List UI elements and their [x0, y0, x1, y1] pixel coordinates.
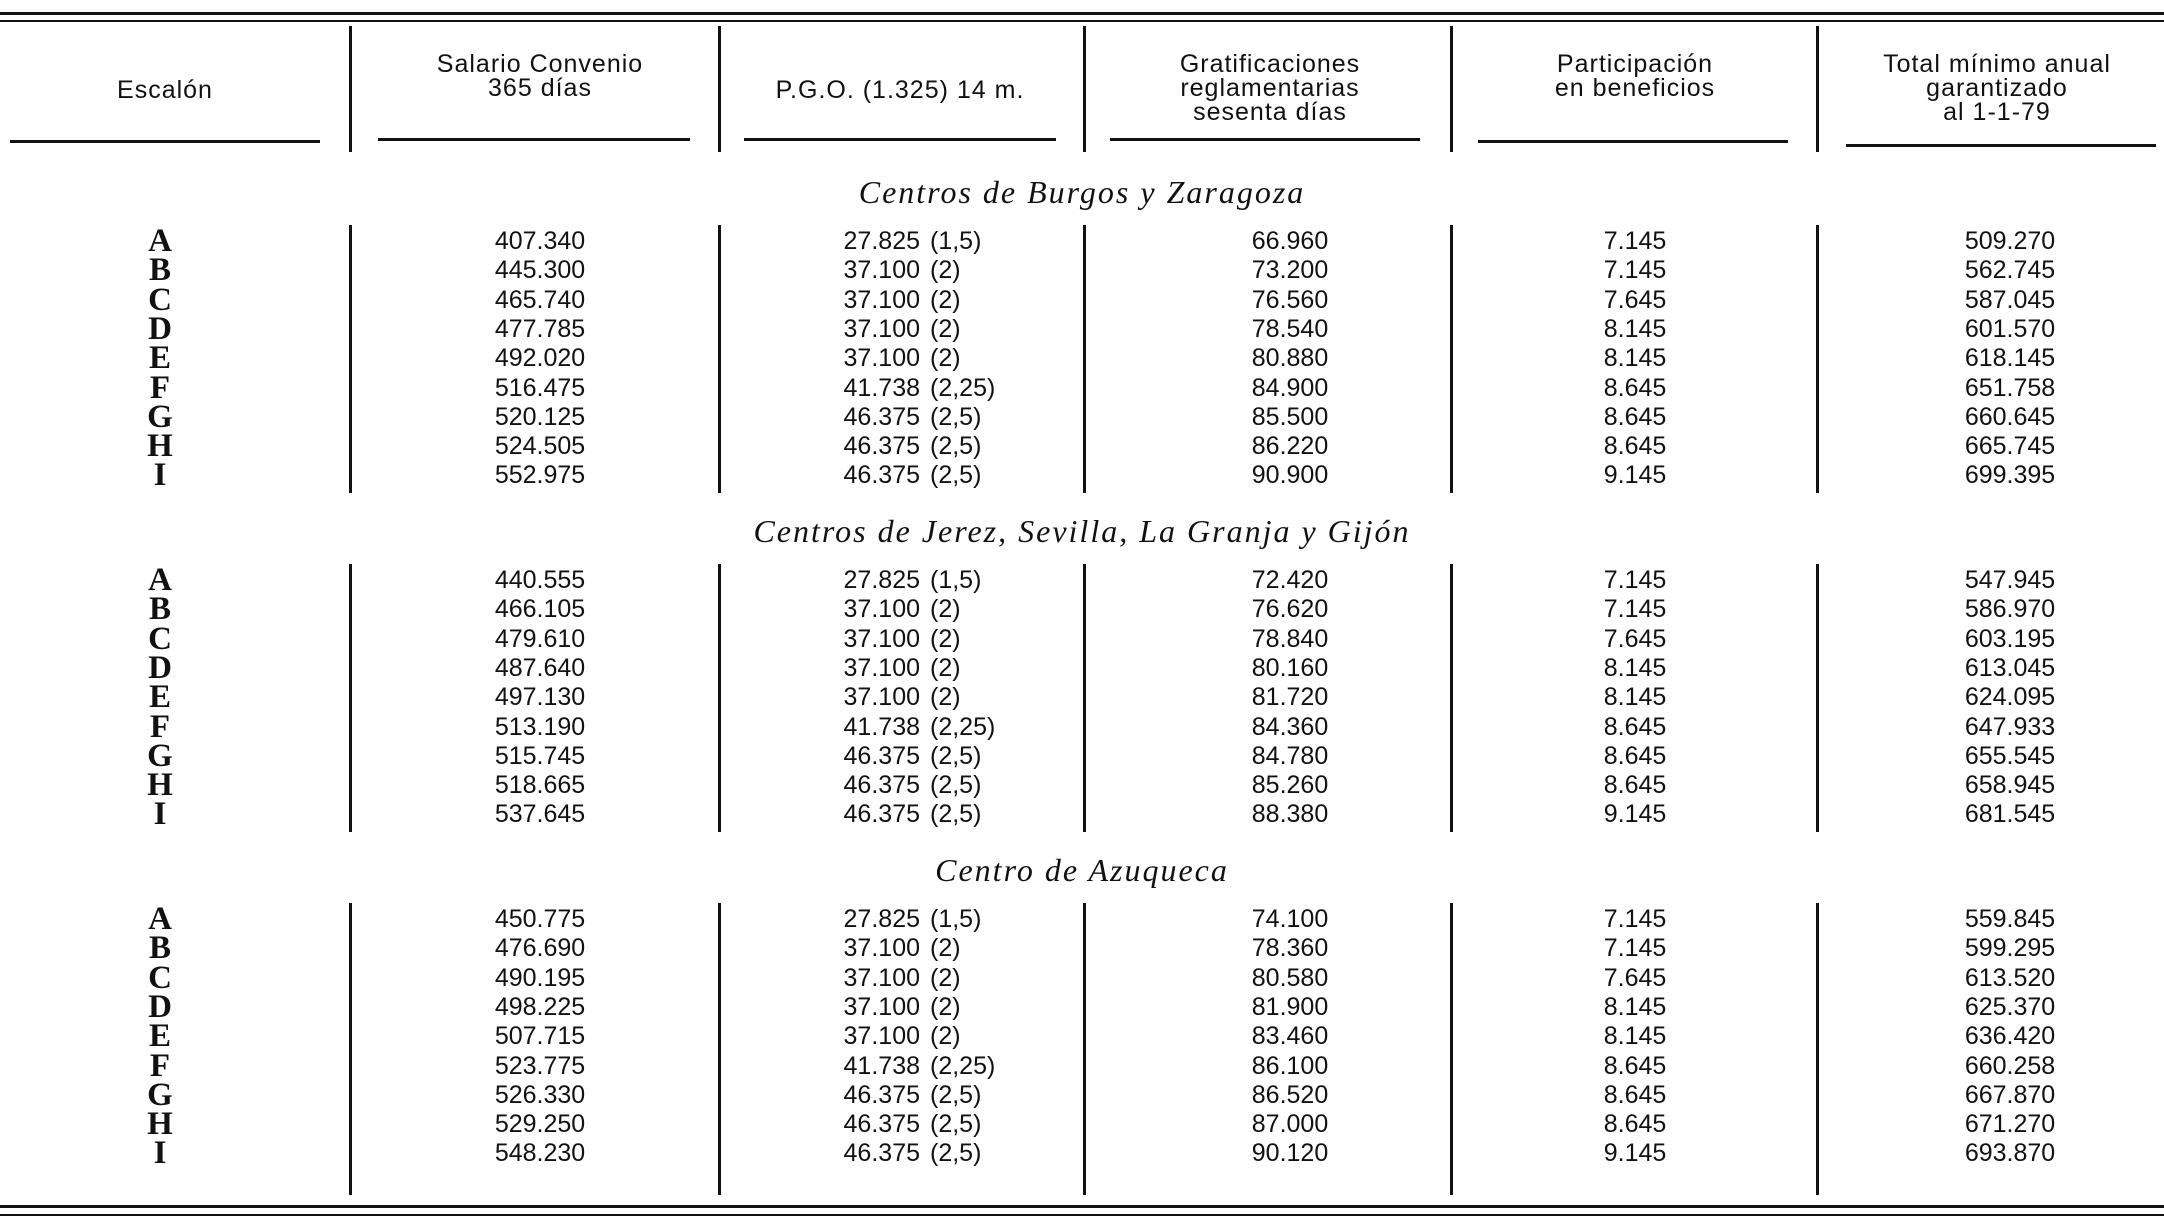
pgo-factor-cell: (2)	[930, 934, 961, 963]
escalon-cell: C	[148, 620, 172, 657]
gratificaciones-cell: 80.580	[1251, 963, 1329, 992]
salario-cell: 476.690	[494, 934, 586, 963]
header-participacion: Participación en beneficios	[1554, 50, 1716, 102]
escalon-cell: C	[148, 959, 172, 996]
total-cell: 613.045	[1964, 653, 2056, 682]
escalon-cell: E	[148, 1018, 171, 1055]
table-row	[0, 620, 2164, 657]
escalon-cell: C	[148, 281, 172, 318]
participacion-cell: 8.645	[1603, 1110, 1667, 1139]
table-row	[0, 679, 2164, 716]
escalon-cell: A	[148, 901, 172, 937]
escalon-cell: B	[148, 252, 171, 289]
total-cell: 647.933	[1964, 712, 2056, 741]
pgo-amount-cell: 46.375	[843, 1110, 920, 1139]
participacion-cell: 7.145	[1603, 934, 1667, 963]
total-cell: 660.645	[1964, 402, 2056, 431]
pgo-amount-cell: 37.100	[843, 683, 920, 712]
total-cell: 603.195	[1964, 624, 2056, 653]
gratificaciones-cell: 78.840	[1251, 624, 1329, 653]
header-underline	[1110, 138, 1420, 141]
participacion-cell: 8.645	[1603, 402, 1667, 431]
gratificaciones-cell: 84.900	[1251, 373, 1329, 402]
pgo-factor-cell: (2)	[930, 992, 961, 1021]
total-cell: 660.258	[1964, 1051, 2056, 1080]
salario-cell: 552.975	[494, 461, 586, 490]
pgo-amount-cell: 27.825	[843, 905, 920, 933]
participacion-cell: 8.645	[1603, 771, 1667, 800]
table-row	[0, 1047, 2164, 1084]
salario-cell: 487.640	[494, 653, 586, 682]
gratificaciones-cell: 80.880	[1251, 344, 1329, 373]
table-row	[0, 1135, 2164, 1172]
total-cell: 658.945	[1964, 771, 2056, 800]
table-row	[0, 398, 2164, 435]
section-title: Centro de Azuqueca	[935, 852, 1229, 888]
column-divider	[349, 26, 352, 152]
salario-cell: 466.105	[494, 595, 586, 624]
table-row	[0, 796, 2164, 833]
pgo-factor-cell: (2,5)	[930, 771, 982, 800]
top-rule	[0, 12, 2164, 15]
header-underline	[10, 140, 320, 143]
header-salario: Salario Convenio 365 días	[436, 50, 644, 102]
participacion-cell: 7.145	[1603, 905, 1667, 933]
total-cell: 587.045	[1964, 285, 2056, 314]
salario-cell: 492.020	[494, 344, 586, 373]
pgo-amount-cell: 37.100	[843, 314, 920, 343]
table-row	[0, 252, 2164, 289]
column-divider	[718, 26, 721, 152]
pgo-factor-cell: (2,5)	[930, 1080, 982, 1109]
participacion-cell: 7.145	[1603, 595, 1667, 624]
escalon-cell: H	[147, 428, 173, 465]
pgo-amount-cell: 46.375	[843, 1080, 920, 1109]
pgo-factor-cell: (2)	[930, 1022, 961, 1051]
escalon-cell: F	[149, 1047, 171, 1084]
salario-cell: 523.775	[494, 1051, 586, 1080]
pgo-factor-cell: (2,5)	[930, 800, 982, 829]
pgo-factor-cell: (1,5)	[930, 566, 982, 594]
participacion-cell: 9.145	[1603, 461, 1667, 490]
salario-cell: 445.300	[494, 256, 586, 285]
pgo-factor-cell: (2)	[930, 963, 961, 992]
section-title: Centros de Jerez, Sevilla, La Granja y Gijón	[753, 513, 1411, 549]
gratificaciones-cell: 84.360	[1251, 712, 1329, 741]
pgo-factor-cell: (2,5)	[930, 402, 982, 431]
salario-cell: 548.230	[494, 1139, 586, 1168]
gratificaciones-cell: 90.120	[1251, 1139, 1329, 1168]
pgo-amount-cell: 37.100	[843, 1022, 920, 1051]
table-row	[0, 223, 2164, 259]
escalon-cell: F	[149, 369, 171, 406]
escalon-cell: F	[149, 708, 171, 745]
escalon-cell: A	[148, 223, 172, 259]
salario-cell: 526.330	[494, 1080, 586, 1109]
table-row	[0, 988, 2164, 1025]
pgo-amount-cell: 46.375	[843, 741, 920, 770]
salario-cell: 518.665	[494, 771, 586, 800]
escalon-cell: D	[148, 988, 172, 1025]
table-row	[0, 369, 2164, 406]
escalon-cell: I	[153, 796, 167, 833]
top-rule-inner	[0, 20, 2164, 22]
table-row	[0, 562, 2164, 598]
table-row	[0, 959, 2164, 996]
pgo-factor-cell: (2,5)	[930, 461, 982, 490]
participacion-cell: 8.145	[1603, 1022, 1667, 1051]
pgo-amount-cell: 37.100	[843, 992, 920, 1021]
escalon-cell: G	[147, 737, 173, 774]
pgo-factor-cell: (2)	[930, 683, 961, 712]
participacion-cell: 8.645	[1603, 1080, 1667, 1109]
salario-cell: 513.190	[494, 712, 586, 741]
table-row	[0, 281, 2164, 318]
salario-cell: 515.745	[494, 741, 586, 770]
total-cell: 509.270	[1964, 227, 2056, 255]
header-gratificaciones: Gratificaciones reglamentarias sesenta días	[1179, 50, 1361, 126]
header-underline	[378, 138, 690, 141]
pgo-amount-cell: 37.100	[843, 934, 920, 963]
gratificaciones-cell: 86.520	[1251, 1080, 1329, 1109]
salario-cell: 477.785	[494, 314, 586, 343]
escalon-cell: I	[153, 1135, 167, 1172]
pgo-factor-cell: (2,5)	[930, 1139, 982, 1168]
participacion-cell: 7.645	[1603, 963, 1667, 992]
salario-cell: 440.555	[494, 566, 586, 594]
pgo-amount-cell: 37.100	[843, 595, 920, 624]
total-cell: 693.870	[1964, 1139, 2056, 1168]
section-title: Centros de Burgos y Zaragoza	[858, 174, 1306, 210]
table-row	[0, 767, 2164, 804]
salario-cell: 524.505	[494, 432, 586, 461]
pgo-factor-cell: (2,5)	[930, 1110, 982, 1139]
salario-cell: 529.250	[494, 1110, 586, 1139]
salario-cell: 497.130	[494, 683, 586, 712]
gratificaciones-cell: 78.360	[1251, 934, 1329, 963]
column-divider	[1083, 26, 1086, 152]
pgo-factor-cell: (2)	[930, 314, 961, 343]
salario-cell: 479.610	[494, 624, 586, 653]
salario-cell: 498.225	[494, 992, 586, 1021]
participacion-cell: 8.145	[1603, 314, 1667, 343]
escalon-cell: H	[147, 1106, 173, 1143]
pgo-amount-cell: 37.100	[843, 285, 920, 314]
pgo-amount-cell: 27.825	[843, 227, 920, 255]
escalon-cell: I	[153, 457, 167, 494]
participacion-cell: 8.645	[1603, 432, 1667, 461]
salario-cell: 450.775	[494, 905, 586, 933]
total-cell: 618.145	[1964, 344, 2056, 373]
pgo-factor-cell: (2)	[930, 624, 961, 653]
bottom-rule	[0, 1205, 2164, 1208]
pgo-amount-cell: 37.100	[843, 624, 920, 653]
participacion-cell: 7.145	[1603, 256, 1667, 285]
pgo-factor-cell: (2,5)	[930, 432, 982, 461]
pgo-amount-cell: 41.738	[843, 373, 920, 402]
header-underline	[1846, 144, 2156, 147]
total-cell: 613.520	[1964, 963, 2056, 992]
participacion-cell: 8.145	[1603, 992, 1667, 1021]
salario-cell: 407.340	[494, 227, 586, 255]
pgo-amount-cell: 41.738	[843, 712, 920, 741]
participacion-cell: 7.645	[1603, 624, 1667, 653]
pgo-factor-cell: (2,25)	[930, 1051, 996, 1080]
escalon-cell: E	[148, 340, 171, 377]
participacion-cell: 7.145	[1603, 566, 1667, 594]
table-row	[0, 428, 2164, 465]
total-cell: 599.295	[1964, 934, 2056, 963]
total-cell: 699.395	[1964, 461, 2056, 490]
pgo-amount-cell: 27.825	[843, 566, 920, 594]
participacion-cell: 8.145	[1603, 683, 1667, 712]
participacion-cell: 8.645	[1603, 1051, 1667, 1080]
pgo-factor-cell: (1,5)	[930, 227, 982, 255]
participacion-cell: 8.645	[1603, 373, 1667, 402]
escalon-cell: G	[147, 1076, 173, 1113]
table-row	[0, 901, 2164, 937]
escalon-cell: G	[147, 398, 173, 435]
gratificaciones-cell: 81.900	[1251, 992, 1329, 1021]
header-underline	[1478, 140, 1788, 143]
table-row	[0, 340, 2164, 377]
gratificaciones-cell: 88.380	[1251, 800, 1329, 829]
total-cell: 651.758	[1964, 373, 2056, 402]
total-cell: 671.270	[1964, 1110, 2056, 1139]
pgo-amount-cell: 46.375	[843, 402, 920, 431]
total-cell: 636.420	[1964, 1022, 2056, 1051]
salario-cell: 507.715	[494, 1022, 586, 1051]
participacion-cell: 8.145	[1603, 344, 1667, 373]
participacion-cell: 7.645	[1603, 285, 1667, 314]
participacion-cell: 9.145	[1603, 800, 1667, 829]
table-row	[0, 708, 2164, 745]
header-total: Total mínimo anual garantizado al 1-1-79	[1883, 50, 2111, 126]
bottom-rule-inner	[0, 1214, 2164, 1216]
pgo-amount-cell: 37.100	[843, 256, 920, 285]
gratificaciones-cell: 66.960	[1251, 227, 1329, 255]
table-row	[0, 737, 2164, 774]
table-row	[0, 1018, 2164, 1055]
gratificaciones-cell: 87.000	[1251, 1110, 1329, 1139]
total-cell: 586.970	[1964, 595, 2056, 624]
escalon-cell: D	[148, 310, 172, 347]
gratificaciones-cell: 90.900	[1251, 461, 1329, 490]
participacion-cell: 9.145	[1603, 1139, 1667, 1168]
total-cell: 655.545	[1964, 741, 2056, 770]
gratificaciones-cell: 85.500	[1251, 402, 1329, 431]
pgo-factor-cell: (2)	[930, 285, 961, 314]
escalon-cell: E	[148, 679, 171, 716]
gratificaciones-cell: 76.560	[1251, 285, 1329, 314]
gratificaciones-cell: 76.620	[1251, 595, 1329, 624]
table-row	[0, 930, 2164, 967]
total-cell: 601.570	[1964, 314, 2056, 343]
participacion-cell: 8.645	[1603, 741, 1667, 770]
total-cell: 625.370	[1964, 992, 2056, 1021]
salario-cell: 520.125	[494, 402, 586, 431]
pgo-factor-cell: (2)	[930, 344, 961, 373]
participacion-cell: 8.145	[1603, 653, 1667, 682]
table-row	[0, 310, 2164, 347]
pgo-factor-cell: (2)	[930, 653, 961, 682]
gratificaciones-cell: 85.260	[1251, 771, 1329, 800]
gratificaciones-cell: 84.780	[1251, 741, 1329, 770]
header-escalon: Escalón	[117, 76, 213, 104]
escalon-cell: B	[148, 930, 171, 967]
pgo-factor-cell: (2)	[930, 256, 961, 285]
total-cell: 562.745	[1964, 256, 2056, 285]
pgo-factor-cell: (2,5)	[930, 741, 982, 770]
total-cell: 547.945	[1964, 566, 2056, 594]
table-row	[0, 591, 2164, 628]
gratificaciones-cell: 72.420	[1251, 566, 1329, 594]
column-divider	[1816, 26, 1819, 152]
gratificaciones-cell: 80.160	[1251, 653, 1329, 682]
salario-cell: 516.475	[494, 373, 586, 402]
total-cell: 667.870	[1964, 1080, 2056, 1109]
total-cell: 665.745	[1964, 432, 2056, 461]
gratificaciones-cell: 81.720	[1251, 683, 1329, 712]
total-cell: 681.545	[1964, 800, 2056, 829]
salario-cell: 490.195	[494, 963, 586, 992]
gratificaciones-cell: 73.200	[1251, 256, 1329, 285]
gratificaciones-cell: 83.460	[1251, 1022, 1329, 1051]
column-divider	[1450, 26, 1453, 152]
pgo-amount-cell: 46.375	[843, 771, 920, 800]
gratificaciones-cell: 78.540	[1251, 314, 1329, 343]
escalon-cell: A	[148, 562, 172, 598]
header-pgo: P.G.O. (1.325) 14 m.	[775, 76, 1025, 104]
pgo-amount-cell: 37.100	[843, 653, 920, 682]
pgo-factor-cell: (1,5)	[930, 905, 982, 933]
table-row	[0, 457, 2164, 494]
salario-cell: 465.740	[494, 285, 586, 314]
pgo-factor-cell: (2,25)	[930, 373, 996, 402]
pgo-amount-cell: 37.100	[843, 344, 920, 373]
escalon-cell: H	[147, 767, 173, 804]
gratificaciones-cell: 86.100	[1251, 1051, 1329, 1080]
gratificaciones-cell: 86.220	[1251, 432, 1329, 461]
pgo-amount-cell: 41.738	[843, 1051, 920, 1080]
participacion-cell: 7.145	[1603, 227, 1667, 255]
table-row	[0, 1106, 2164, 1143]
table-row	[0, 1076, 2164, 1113]
salario-cell: 537.645	[494, 800, 586, 829]
participacion-cell: 8.645	[1603, 712, 1667, 741]
total-cell: 624.095	[1964, 683, 2056, 712]
gratificaciones-cell: 74.100	[1251, 905, 1329, 933]
table-row	[0, 649, 2164, 686]
header-underline	[744, 138, 1056, 141]
total-cell: 559.845	[1964, 905, 2056, 933]
pgo-amount-cell: 46.375	[843, 432, 920, 461]
pgo-amount-cell: 46.375	[843, 800, 920, 829]
pgo-factor-cell: (2)	[930, 595, 961, 624]
escalon-cell: D	[148, 649, 172, 686]
escalon-cell: B	[148, 591, 171, 628]
pgo-amount-cell: 46.375	[843, 1139, 920, 1168]
pgo-amount-cell: 46.375	[843, 461, 920, 490]
pgo-amount-cell: 37.100	[843, 963, 920, 992]
pgo-factor-cell: (2,25)	[930, 712, 996, 741]
